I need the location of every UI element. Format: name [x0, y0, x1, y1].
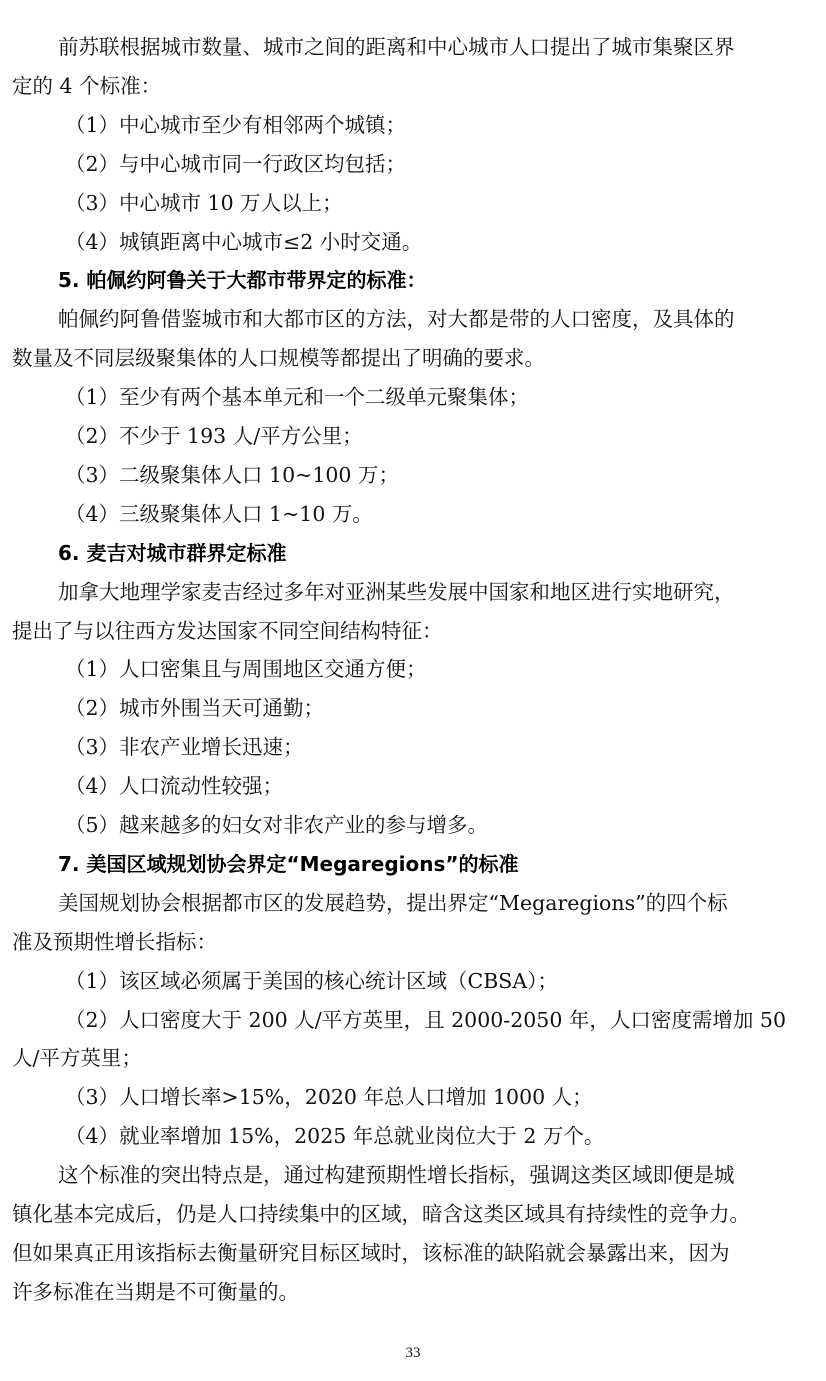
list-item: （2）城市外围当天可通勤；	[65, 696, 325, 721]
paragraph-line: 帕佩约阿鲁借鉴城市和大都市区的方法，对大都是带的人口密度，及具体的	[58, 307, 735, 332]
paragraph-line: 数量及不同层级聚集体的人口规模等都提出了明确的要求。	[12, 346, 545, 371]
list-item: （4）三级聚集体人口 1~10 万。	[65, 501, 373, 526]
list-item: （3）非农产业增长迅速；	[65, 735, 304, 760]
paragraph-line: 加拿大地理学家麦吉经过多年对亚洲某些发展中国家和地区进行实地研究，	[58, 579, 735, 604]
list-item: （1）人口密集且与周围地区交通方便；	[65, 657, 427, 682]
list-item: （1）中心城市至少有相邻两个城镇；	[65, 112, 407, 137]
paragraph-line: 前苏联根据城市数量、城市之间的距离和中心城市人口提出了城市集聚区界	[58, 35, 735, 59]
paragraph-line: 镇化基本完成后，仍是人口持续集中的区域，暗含这类区域具有持续性的竞争力。	[12, 1202, 750, 1226]
list-item: （5）越来越多的妇女对非农产业的参与增多。	[65, 813, 489, 837]
section-heading: 7. 美国区域规划协会界定“Megaregions”的标准	[58, 851, 519, 876]
paragraph-line: 美国规划协会根据都市区的发展趋势，提出界定“Megaregions”的四个标	[58, 890, 728, 915]
list-item: （4）就业率增加 15%，2025 年总就业岗位大于 2 万个。	[65, 1124, 605, 1149]
list-item: （1）该区域必须属于美国的核心统计区域（CBSA）；	[65, 968, 558, 993]
page-number: 33	[405, 1345, 421, 1361]
paragraph-line: 许多标准在当期是不可衡量的。	[12, 1279, 299, 1304]
paragraph-line: 人/平方英里；	[12, 1046, 142, 1071]
paragraph-line: 准及预期性增长指标：	[12, 929, 217, 954]
list-item: （2）不少于 193 人/平方公里；	[65, 424, 363, 448]
list-item: （2）人口密度大于 200 人/平方英里，且 2000-2050 年，人口密度需增加 50	[65, 1007, 787, 1032]
paragraph-line: 提出了与以往西方发达国家不同空间结构特征：	[12, 618, 443, 643]
list-item: （4）人口流动性较强；	[65, 774, 284, 799]
paragraph-line: 定的 4 个标准：	[12, 73, 162, 98]
section-heading: 5. 帕佩约阿鲁关于大都市带界定的标准：	[58, 268, 427, 293]
paragraph-line: 这个标准的突出特点是，通过构建预期性增长指标，强调这类区域即便是城	[58, 1163, 735, 1188]
list-item: （3）中心城市 10 万人以上；	[65, 190, 343, 215]
list-item: （2）与中心城市同一行政区均包括；	[65, 151, 407, 176]
list-item: （1）至少有两个基本单元和一个二级单元聚集体；	[65, 385, 530, 410]
list-item: （3）人口增长率>15%，2020 年总人口增加 1000 人；	[65, 1085, 593, 1110]
paragraph-line: 但如果真正用该指标去衡量研究目标区域时，该标准的缺陷就会暴露出来，因为	[12, 1240, 730, 1265]
list-item: （3）二级聚集体人口 10~100 万；	[65, 462, 399, 487]
list-item: （4）城镇距离中心城市≤2 小时交通。	[65, 229, 423, 254]
section-heading: 6. 麦吉对城市群界定标准	[58, 540, 287, 565]
